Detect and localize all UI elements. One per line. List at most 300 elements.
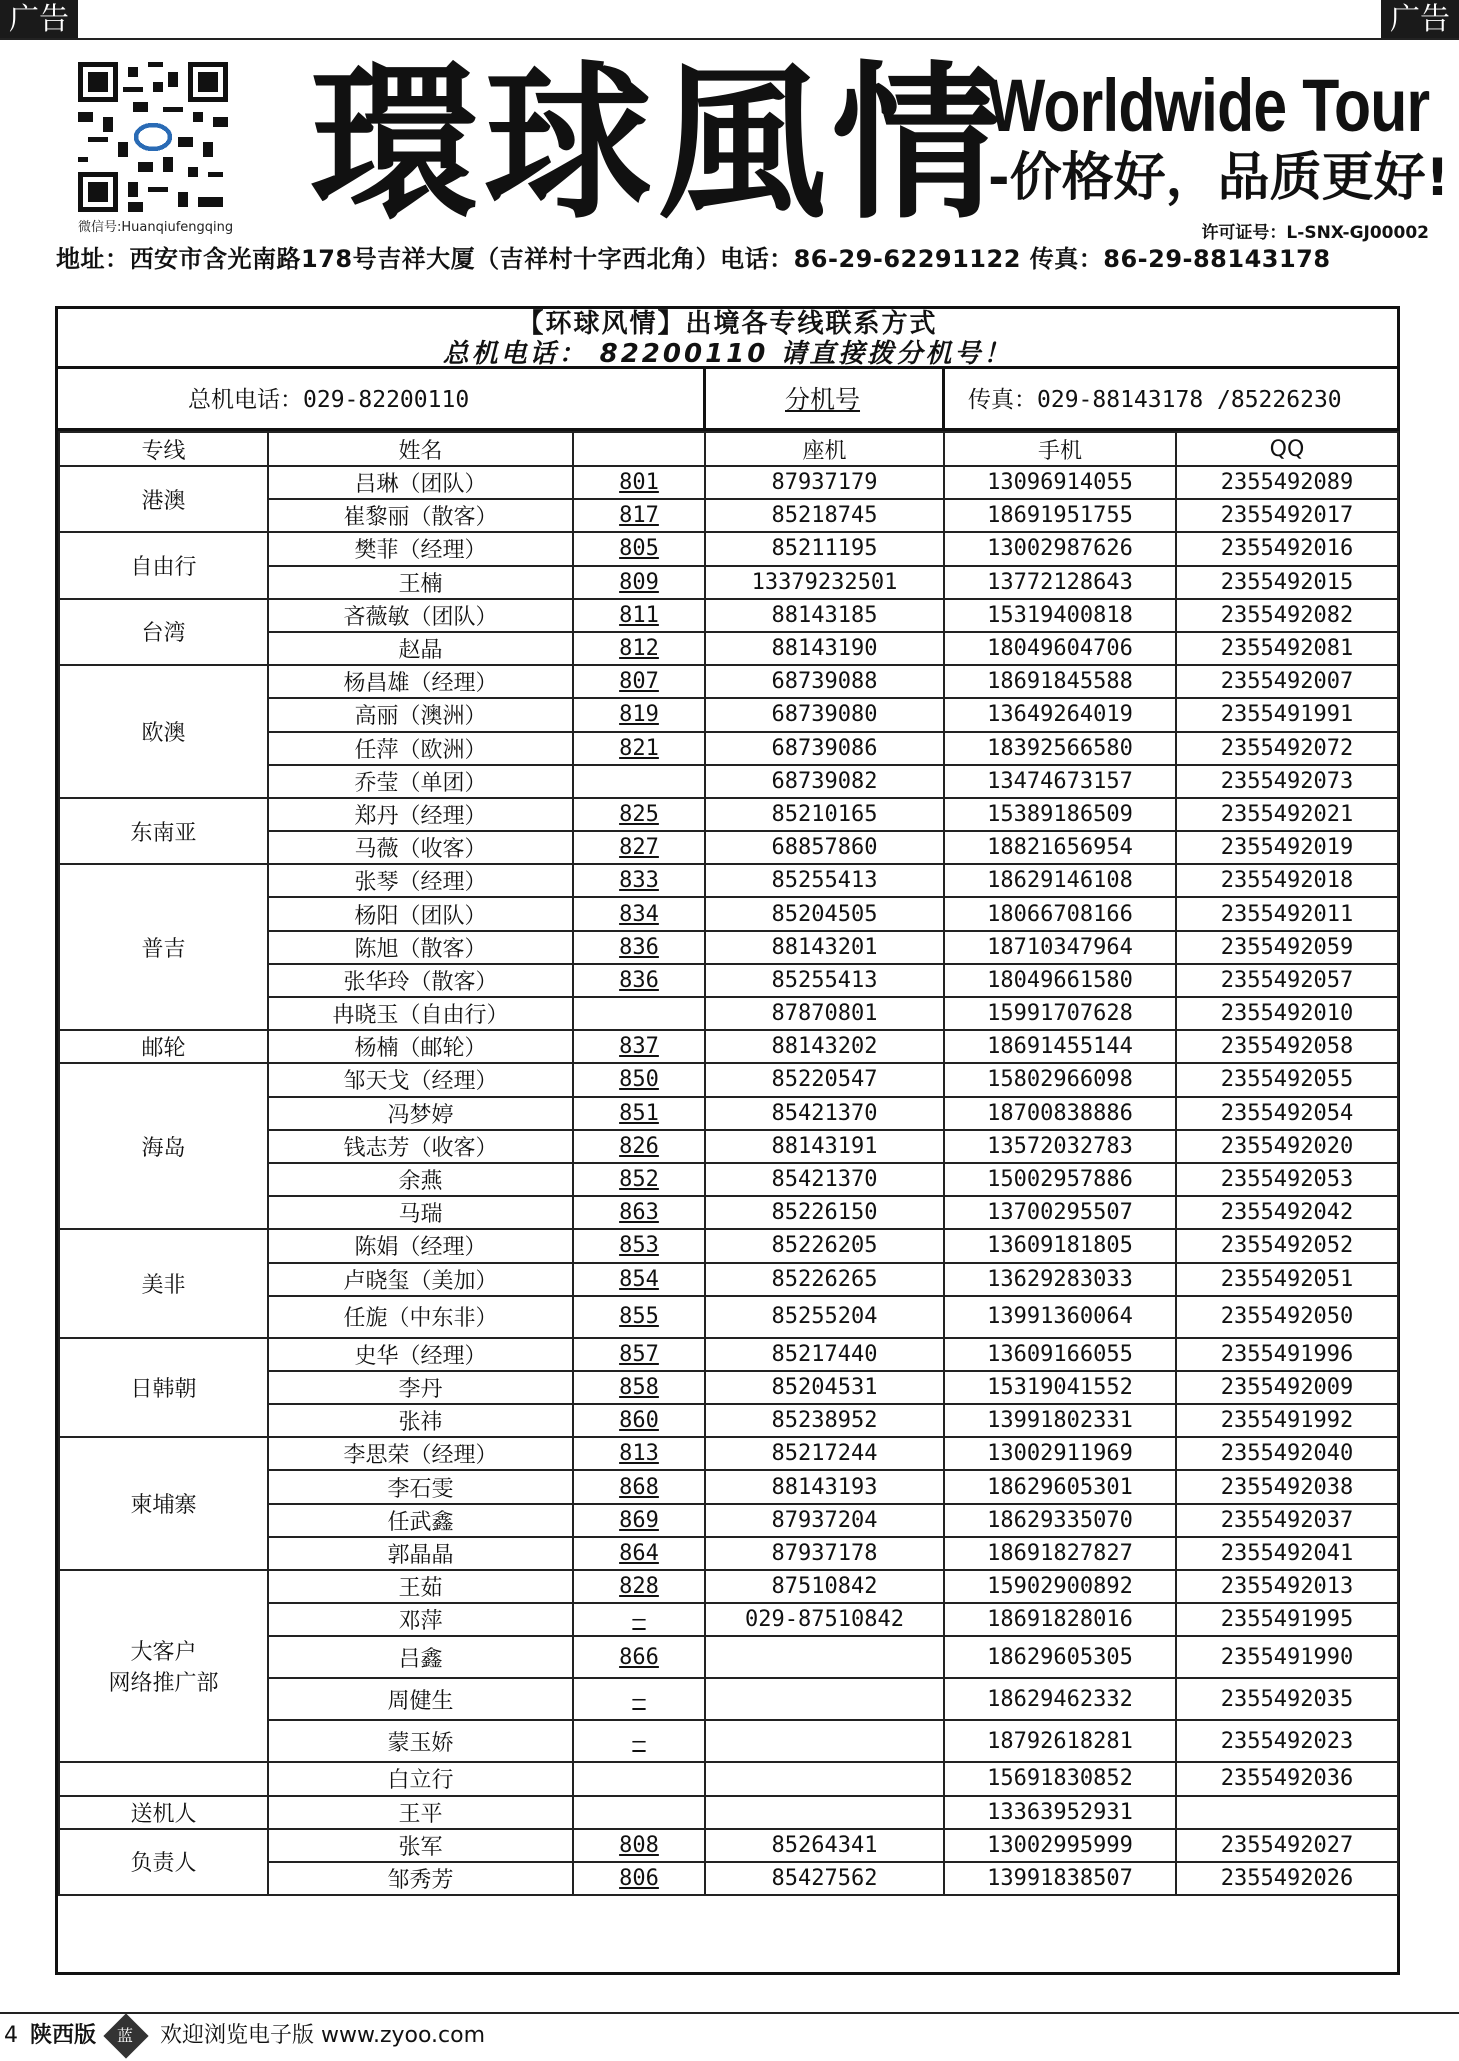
qq-cell: 2355492050 xyxy=(1176,1296,1398,1338)
extension-cell xyxy=(573,1263,705,1296)
qq-cell: 2355492059 xyxy=(1176,931,1398,964)
route-cell xyxy=(59,1762,268,1795)
qq-cell: 2355492073 xyxy=(1176,765,1398,798)
landline-cell: 85255413 xyxy=(705,964,944,997)
landline-cell: 13379232501 xyxy=(705,566,944,599)
extension-number: 827 xyxy=(619,835,659,861)
mobile-cell: 15389186509 xyxy=(944,798,1176,831)
route-cell: 美非 xyxy=(59,1229,268,1337)
route-cell: 欧澳 xyxy=(59,665,268,798)
extension-cell xyxy=(573,1603,705,1636)
extension-number: 805 xyxy=(619,536,659,562)
landline-cell: 87510842 xyxy=(705,1570,944,1603)
mobile-cell: 13772128643 xyxy=(944,566,1176,599)
name-cell: 余燕 xyxy=(268,1163,573,1196)
table-row xyxy=(59,798,1398,831)
landline-cell: 85220547 xyxy=(705,1063,944,1096)
name-cell: 高丽（澳洲） xyxy=(268,698,573,731)
table-row xyxy=(59,1338,1398,1371)
name-cell: 张祎 xyxy=(268,1404,573,1437)
landline-cell: 85217440 xyxy=(705,1338,944,1371)
divider xyxy=(703,369,706,428)
qq-cell: 2355492053 xyxy=(1176,1163,1398,1196)
landline-cell: 88143190 xyxy=(705,632,944,665)
extension-number: 864 xyxy=(619,1540,659,1566)
mobile-cell: 18066708166 xyxy=(944,897,1176,930)
info-bar xyxy=(58,369,1397,431)
main-phone: 总机电话：029-82200110 xyxy=(188,387,470,413)
mobile-cell: 18049661580 xyxy=(944,964,1176,997)
landline-cell: 85217244 xyxy=(705,1437,944,1470)
name-cell: 李石雯 xyxy=(268,1470,573,1503)
extension-cell xyxy=(573,532,705,565)
extension-cell xyxy=(573,864,705,897)
name-cell: 王茹 xyxy=(268,1570,573,1603)
name-cell: 陈娟（经理） xyxy=(268,1229,573,1262)
website-link[interactable]: 欢迎浏览电子版 www.zyoo.com xyxy=(160,2023,486,2048)
qq-cell: 2355492042 xyxy=(1176,1196,1398,1229)
qq-cell: 2355491996 xyxy=(1176,1338,1398,1371)
extension-cell xyxy=(573,1338,705,1371)
route-cell: 柬埔寨 xyxy=(59,1437,268,1570)
table-row xyxy=(59,532,1398,565)
extension-number: 826 xyxy=(619,1133,659,1159)
qq-cell: 2355492009 xyxy=(1176,1371,1398,1404)
name-cell: 杨阳（团队） xyxy=(268,897,573,930)
landline-cell: 85226150 xyxy=(705,1196,944,1229)
extension-cell xyxy=(573,1371,705,1404)
contacts-body xyxy=(59,466,1398,1895)
landline-cell: 85218745 xyxy=(705,499,944,532)
landline-cell xyxy=(705,1720,944,1762)
extension-cell xyxy=(573,1720,705,1762)
table-row xyxy=(59,1570,1398,1603)
extension-number: 837 xyxy=(619,1034,659,1060)
name-cell: 钱志芳（收客） xyxy=(268,1130,573,1163)
mobile-cell: 13649264019 xyxy=(944,698,1176,731)
mobile-cell: 13609181805 xyxy=(944,1229,1176,1262)
qq-cell: 2355492041 xyxy=(1176,1537,1398,1570)
table-row xyxy=(59,864,1398,897)
landline-cell: 87937204 xyxy=(705,1504,944,1537)
mobile-cell: 18629146108 xyxy=(944,864,1176,897)
qq-cell: 2355492021 xyxy=(1176,798,1398,831)
landline-cell: 85264341 xyxy=(705,1829,944,1862)
name-cell: 吕琳（团队） xyxy=(268,466,573,499)
extension-cell xyxy=(573,1296,705,1338)
contact-sheet xyxy=(55,306,1400,1975)
qq-cell: 2355492052 xyxy=(1176,1229,1398,1262)
landline-cell xyxy=(705,1636,944,1678)
table-row xyxy=(59,1229,1398,1262)
brand-title: 環球風情 xyxy=(310,44,1006,242)
name-cell: 蒙玉娇 xyxy=(268,1720,573,1762)
extension-label: 分机号 xyxy=(785,385,861,414)
mobile-cell: 15691830852 xyxy=(944,1762,1176,1795)
mobile-cell: 15002957886 xyxy=(944,1163,1176,1196)
landline-cell: 68739080 xyxy=(705,698,944,731)
column-header xyxy=(573,432,705,466)
table-row xyxy=(59,665,1398,698)
extension-cell xyxy=(573,599,705,632)
extension-cell xyxy=(573,499,705,532)
mobile-cell: 18691455144 xyxy=(944,1030,1176,1063)
qq-cell: 2355491992 xyxy=(1176,1404,1398,1437)
sheet-header xyxy=(58,309,1397,369)
qq-cell: 2355492038 xyxy=(1176,1470,1398,1503)
extension-number: 809 xyxy=(619,569,659,595)
name-cell: 任旎（中东非） xyxy=(268,1296,573,1338)
extension-cell xyxy=(573,1404,705,1437)
landline-cell: 85421370 xyxy=(705,1097,944,1130)
mobile-cell: 13002911969 xyxy=(944,1437,1176,1470)
extension-cell xyxy=(573,566,705,599)
bottom-rule xyxy=(0,2012,1459,2014)
mobile-cell: 18629605301 xyxy=(944,1470,1176,1503)
table-row xyxy=(59,599,1398,632)
divider xyxy=(942,369,945,428)
extension-number: — xyxy=(632,1607,646,1633)
name-cell: 李思荣（经理） xyxy=(268,1437,573,1470)
name-cell: 任萍（欧洲） xyxy=(268,732,573,765)
ad-tag-left: 广告 xyxy=(0,0,78,40)
extension-number: 869 xyxy=(619,1507,659,1533)
table-row xyxy=(59,1030,1398,1063)
extension-number: 854 xyxy=(619,1266,659,1292)
route-cell: 日韩朝 xyxy=(59,1338,268,1438)
extension-cell xyxy=(573,632,705,665)
name-cell: 白立行 xyxy=(268,1762,573,1795)
name-cell: 任武鑫 xyxy=(268,1504,573,1537)
qq-cell: 2355492017 xyxy=(1176,499,1398,532)
extension-cell xyxy=(573,1163,705,1196)
extension-cell xyxy=(573,1229,705,1262)
qq-cell: 2355491990 xyxy=(1176,1636,1398,1678)
route-cell: 负责人 xyxy=(59,1829,268,1895)
extension-cell xyxy=(573,1437,705,1470)
qq-cell: 2355491995 xyxy=(1176,1603,1398,1636)
route-cell: 自由行 xyxy=(59,532,268,598)
table-row xyxy=(59,466,1398,499)
qq-cell: 2355492057 xyxy=(1176,964,1398,997)
extension-number: 834 xyxy=(619,901,659,927)
extension-number: 828 xyxy=(619,1574,659,1600)
extension-number: 825 xyxy=(619,801,659,827)
mobile-cell: 13991360064 xyxy=(944,1296,1176,1338)
qq-cell: 2355492036 xyxy=(1176,1762,1398,1795)
extension-cell xyxy=(573,1678,705,1720)
table-row xyxy=(59,1762,1398,1795)
extension-cell xyxy=(573,1537,705,1570)
extension-cell xyxy=(573,1097,705,1130)
route-cell: 邮轮 xyxy=(59,1030,268,1063)
contacts-table xyxy=(58,431,1399,1896)
mobile-cell: 18629462332 xyxy=(944,1678,1176,1720)
qq-cell: 2355492023 xyxy=(1176,1720,1398,1762)
qq-cell: 2355492072 xyxy=(1176,732,1398,765)
qq-cell: 2355492020 xyxy=(1176,1130,1398,1163)
qq-cell: 2355492013 xyxy=(1176,1570,1398,1603)
address-line: 地址：西安市含光南路178号吉祥大厦（吉祥村十字西北角）电话：86-29-62291122 传真：86-29-88143178 xyxy=(56,245,1331,273)
landline-cell: 85427562 xyxy=(705,1862,944,1895)
extension-cell xyxy=(573,1030,705,1063)
qq-cell: 2355492058 xyxy=(1176,1030,1398,1063)
table-row xyxy=(59,1796,1398,1829)
mobile-cell: 18691951755 xyxy=(944,499,1176,532)
qq-cell: 2355492089 xyxy=(1176,466,1398,499)
name-cell: 杨昌雄（经理） xyxy=(268,665,573,698)
landline-cell: 68739088 xyxy=(705,665,944,698)
extension-number: 808 xyxy=(619,1832,659,1858)
name-cell: 冯梦婷 xyxy=(268,1097,573,1130)
landline-cell: 88143185 xyxy=(705,599,944,632)
mobile-cell: 18821656954 xyxy=(944,831,1176,864)
landline-cell: 85204505 xyxy=(705,897,944,930)
extension-number: 868 xyxy=(619,1474,659,1500)
landline-cell: 85226265 xyxy=(705,1263,944,1296)
extension-number: 863 xyxy=(619,1200,659,1226)
column-header: QQ xyxy=(1176,432,1398,466)
mobile-cell: 18792618281 xyxy=(944,1720,1176,1762)
extension-number: 833 xyxy=(619,868,659,894)
landline-cell: 88143202 xyxy=(705,1030,944,1063)
mobile-cell: 18691828016 xyxy=(944,1603,1176,1636)
mobile-cell: 15319041552 xyxy=(944,1371,1176,1404)
extension-number: 855 xyxy=(619,1304,659,1330)
mobile-cell: 18392566580 xyxy=(944,732,1176,765)
name-cell: 邹天戈（经理） xyxy=(268,1063,573,1096)
publisher-logo-char: 蓝 xyxy=(117,2026,134,2045)
landline-cell xyxy=(705,1678,944,1720)
landline-cell xyxy=(705,1796,944,1829)
name-cell: 邓萍 xyxy=(268,1603,573,1636)
qq-cell: 2355492054 xyxy=(1176,1097,1398,1130)
extension-cell xyxy=(573,1196,705,1229)
landline-cell: 85255204 xyxy=(705,1296,944,1338)
extension-number: 817 xyxy=(619,503,659,529)
landline-cell: 88143201 xyxy=(705,931,944,964)
name-cell: 周健生 xyxy=(268,1678,573,1720)
qq-cell: 2355491991 xyxy=(1176,698,1398,731)
name-cell: 郑丹（经理） xyxy=(268,798,573,831)
sheet-title: 【环球风情】出境各专线联系方式 xyxy=(517,309,938,339)
qq-cell: 2355492027 xyxy=(1176,1829,1398,1862)
name-cell: 王平 xyxy=(268,1796,573,1829)
table-row xyxy=(59,1063,1398,1096)
name-cell: 崔黎丽（散客） xyxy=(268,499,573,532)
table-row xyxy=(59,1437,1398,1470)
fax-number: 传真：029-88143178 /85226230 xyxy=(968,387,1342,413)
column-header: 专线 xyxy=(59,432,268,466)
column-header: 手机 xyxy=(944,432,1176,466)
mobile-cell: 18700838886 xyxy=(944,1097,1176,1130)
mobile-cell: 15802966098 xyxy=(944,1063,1176,1096)
route-cell: 大客户 网络推广部 xyxy=(59,1570,268,1762)
route-cell: 送机人 xyxy=(59,1796,268,1829)
landline-cell: 68857860 xyxy=(705,831,944,864)
landline-cell xyxy=(705,1762,944,1795)
page-number: 4 xyxy=(4,2023,18,2048)
name-cell: 马薇（收客） xyxy=(268,831,573,864)
mobile-cell: 13700295507 xyxy=(944,1196,1176,1229)
qq-cell: 2355492007 xyxy=(1176,665,1398,698)
mobile-cell: 13002995999 xyxy=(944,1829,1176,1862)
route-cell: 台湾 xyxy=(59,599,268,665)
extension-cell xyxy=(573,1636,705,1678)
landline-cell: 87937178 xyxy=(705,1537,944,1570)
name-cell: 王楠 xyxy=(268,566,573,599)
mobile-cell: 13629283033 xyxy=(944,1263,1176,1296)
mobile-cell: 13002987626 xyxy=(944,532,1176,565)
extension-cell xyxy=(573,1063,705,1096)
qq-cell xyxy=(1176,1796,1398,1829)
table-header-row xyxy=(59,432,1398,466)
extension-cell xyxy=(573,1570,705,1603)
qq-cell: 2355492016 xyxy=(1176,532,1398,565)
mobile-cell: 18710347964 xyxy=(944,931,1176,964)
extension-cell xyxy=(573,1796,705,1829)
extension-cell xyxy=(573,997,705,1030)
mobile-cell: 15991707628 xyxy=(944,997,1176,1030)
table-row xyxy=(59,1829,1398,1862)
ad-tag-right: 广告 xyxy=(1381,0,1459,40)
extension-cell xyxy=(573,1829,705,1862)
extension-number: 807 xyxy=(619,669,659,695)
mobile-cell: 15319400818 xyxy=(944,599,1176,632)
landline-cell: 85226205 xyxy=(705,1229,944,1262)
mobile-cell: 13609166055 xyxy=(944,1338,1176,1371)
name-cell: 史华（经理） xyxy=(268,1338,573,1371)
extension-number: 853 xyxy=(619,1233,659,1259)
name-cell: 吝薇敏（团队） xyxy=(268,599,573,632)
qq-cell: 2355492055 xyxy=(1176,1063,1398,1096)
name-cell: 郭晶晶 xyxy=(268,1537,573,1570)
qq-cell: 2355492015 xyxy=(1176,566,1398,599)
mobile-cell: 13991838507 xyxy=(944,1862,1176,1895)
landline-cell: 87870801 xyxy=(705,997,944,1030)
name-cell: 马瑞 xyxy=(268,1196,573,1229)
mobile-cell: 13572032783 xyxy=(944,1130,1176,1163)
mobile-cell: 15902900892 xyxy=(944,1570,1176,1603)
name-cell: 乔莹（单团） xyxy=(268,765,573,798)
extension-cell xyxy=(573,931,705,964)
column-header: 姓名 xyxy=(268,432,573,466)
mobile-cell: 18629605305 xyxy=(944,1636,1176,1678)
extension-number: 860 xyxy=(619,1408,659,1434)
landline-cell: 85255413 xyxy=(705,864,944,897)
extension-number: 858 xyxy=(619,1374,659,1400)
extension-cell xyxy=(573,897,705,930)
extension-number: 812 xyxy=(619,636,659,662)
top-rule xyxy=(0,38,1459,40)
extension-cell xyxy=(573,1470,705,1503)
extension-number: — xyxy=(632,1686,646,1712)
extension-number: 801 xyxy=(619,470,659,496)
name-cell: 张华玲（散客） xyxy=(268,964,573,997)
name-cell: 卢晓玺（美加） xyxy=(268,1263,573,1296)
route-cell: 海岛 xyxy=(59,1063,268,1229)
qq-cell: 2355492082 xyxy=(1176,599,1398,632)
column-header: 座机 xyxy=(705,432,944,466)
extension-number: 836 xyxy=(619,934,659,960)
name-cell: 杨楠（邮轮） xyxy=(268,1030,573,1063)
landline-cell: 88143193 xyxy=(705,1470,944,1503)
mobile-cell: 18049604706 xyxy=(944,632,1176,665)
extension-number: — xyxy=(632,1728,646,1754)
mobile-cell: 13096914055 xyxy=(944,466,1176,499)
extension-cell xyxy=(573,964,705,997)
name-cell: 邹秀芳 xyxy=(268,1862,573,1895)
qq-cell: 2355492018 xyxy=(1176,864,1398,897)
landline-cell: 87937179 xyxy=(705,466,944,499)
mobile-cell: 18629335070 xyxy=(944,1504,1176,1537)
mobile-cell: 18691827827 xyxy=(944,1537,1176,1570)
extension-number: 850 xyxy=(619,1067,659,1093)
landline-cell: 88143191 xyxy=(705,1130,944,1163)
mobile-cell: 18691845588 xyxy=(944,665,1176,698)
extension-cell xyxy=(573,1130,705,1163)
landline-cell: 68739086 xyxy=(705,732,944,765)
qr-code-icon[interactable] xyxy=(78,62,228,212)
extension-number: 851 xyxy=(619,1100,659,1126)
slogan: -价格好，品质更好! xyxy=(988,148,1450,208)
mobile-cell: 13363952931 xyxy=(944,1796,1176,1829)
qq-cell: 2355492051 xyxy=(1176,1263,1398,1296)
license-number: 许可证号：L-SNX-GJ00002 xyxy=(1201,223,1429,243)
extension-number: 866 xyxy=(619,1644,659,1670)
extension-number: 857 xyxy=(619,1341,659,1367)
extension-cell xyxy=(573,665,705,698)
extension-cell xyxy=(573,1504,705,1537)
qq-cell: 2355492035 xyxy=(1176,1678,1398,1720)
qq-cell: 2355492019 xyxy=(1176,831,1398,864)
extension-cell xyxy=(573,831,705,864)
qq-cell: 2355492026 xyxy=(1176,1862,1398,1895)
extension-cell xyxy=(573,732,705,765)
extension-cell xyxy=(573,698,705,731)
name-cell: 张琴（经理） xyxy=(268,864,573,897)
edition-label: 陕西版 xyxy=(30,2023,97,2048)
route-cell: 港澳 xyxy=(59,466,268,532)
landline-cell: 85204531 xyxy=(705,1371,944,1404)
route-cell: 东南亚 xyxy=(59,798,268,864)
extension-cell xyxy=(573,765,705,798)
extension-number: 813 xyxy=(619,1441,659,1467)
extension-cell xyxy=(573,798,705,831)
qq-cell: 2355492081 xyxy=(1176,632,1398,665)
landline-cell: 85238952 xyxy=(705,1404,944,1437)
extension-number: 806 xyxy=(619,1866,659,1892)
brand-english-title: Worldwide Tour xyxy=(988,64,1430,147)
qq-cell: 2355492040 xyxy=(1176,1437,1398,1470)
landline-cell: 85211195 xyxy=(705,532,944,565)
sheet-subtitle: 总机电话： 82200110 请直接拨分机号！ xyxy=(442,339,1013,369)
landline-cell: 85421370 xyxy=(705,1163,944,1196)
route-cell: 普吉 xyxy=(59,864,268,1030)
name-cell: 张军 xyxy=(268,1829,573,1862)
extension-cell xyxy=(573,466,705,499)
extension-number: 836 xyxy=(619,967,659,993)
extension-cell xyxy=(573,1762,705,1795)
qq-cell: 2355492037 xyxy=(1176,1504,1398,1537)
mobile-cell: 13991802331 xyxy=(944,1404,1176,1437)
name-cell: 赵晶 xyxy=(268,632,573,665)
qq-cell: 2355492011 xyxy=(1176,897,1398,930)
name-cell: 李丹 xyxy=(268,1371,573,1404)
extension-number: 852 xyxy=(619,1167,659,1193)
name-cell: 冉晓玉（自由行） xyxy=(268,997,573,1030)
name-cell: 樊菲（经理） xyxy=(268,532,573,565)
